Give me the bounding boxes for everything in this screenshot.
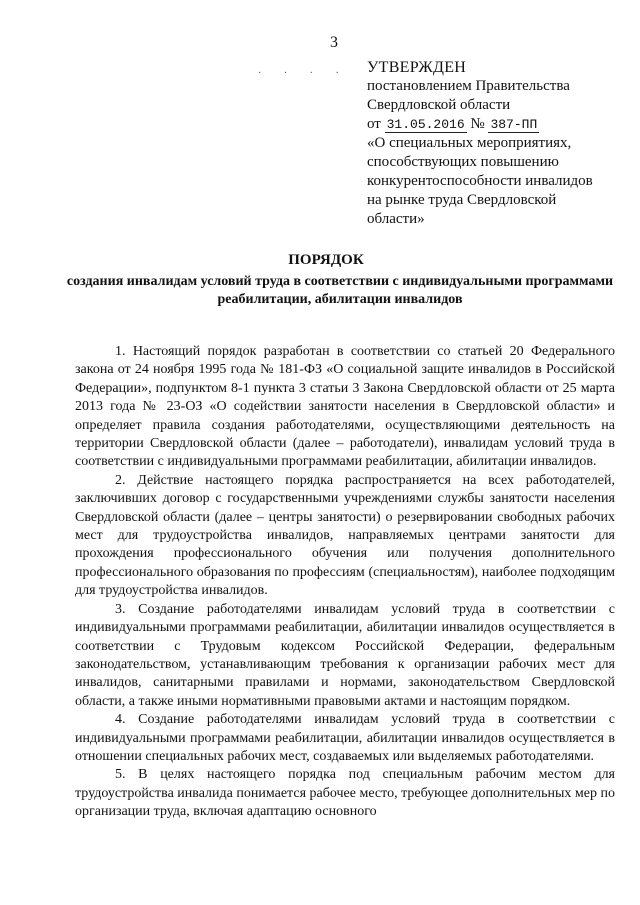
document-subtitle: создания инвалидам условий труда в соответствии с индивидуальными программами реабилитации, абилитации инвалидов — [66, 274, 614, 307]
approval-heading: УТВЕРЖДЕН — [367, 59, 467, 76]
page-number: 3 — [330, 34, 338, 51]
approval-title-line: на рынке труда Свердловской — [367, 192, 557, 208]
paragraph: 5. В целях настоящего порядка под специальным рабочим местом для трудоустройства инвалида понимается рабочее место, требующее дополнительных мер по организации труда, включая адаптацию основного — [75, 767, 615, 820]
paragraph: 2. Действие настоящего порядка распространяется на всех работодателей, заключивших договор с государственными учреждениями службы занятости населения Свердловской области (далее – центры занятости) о резервировании свободных рабочих мест для трудоустройства инвалидов, направляемых центрами занятости для прохождения профессионального обучения или получения дополнительного профессионального образования по профессиям (специальностям), наиболее подходящим для трудоустройства инвалидов. — [75, 472, 615, 599]
paragraph: 4. Создание работодателями инвалидам условий труда в соответствии с индивидуальными программами реабилитации, абилитации инвалидов осуществляется в отношении специальных рабочих мест, создаваемых или выделяемых работодателями. — [75, 712, 615, 764]
document-title: ПОРЯДОК — [288, 252, 364, 268]
approval-line: постановлением Правительства — [367, 78, 570, 94]
paragraph: 1. Настоящий порядок разработан в соответствии со статьей 20 Федерального закона от 24 ноября 1995 года № 181-ФЗ «О социальной защите инвалидов в Российской Федерации», подпунктом 8-1 пункта 3 статьи 3 Закона Свердловской области от 25 марта 2013 года № 23-ОЗ «О содействии занятости населения в Свердловской области» и определяет правила создания работодателями, осуществляющими деятельность на территории Свердловской области (далее – работодатели), инвалидам условий труда в соответствии с индивидуальными программами реабилитации, абилитации инвалидов. — [75, 344, 615, 470]
number-prefix: № — [470, 116, 485, 132]
document-body — [75, 343, 615, 822]
approval-title-line: способствующих повышению — [367, 154, 559, 170]
scan-artifact-dots: · · · · — [258, 68, 349, 79]
date-prefix: от — [367, 116, 381, 132]
approval-block — [367, 58, 627, 229]
approval-title-line: «О специальных мероприятиях, — [367, 135, 572, 151]
approval-title-line: конкурентоспособности инвалидов — [367, 173, 593, 189]
approval-number: 387-ПП — [490, 117, 538, 132]
approval-date-line — [367, 115, 627, 134]
approval-title-line: области» — [367, 211, 425, 227]
approval-line: Свердловской области — [367, 97, 511, 113]
approval-date: 31.05.2016 — [386, 117, 465, 132]
paragraph: 3. Создание работодателями инвалидам условий труда в соответствии с индивидуальными программами реабилитации, абилитации инвалидов осуществляется в соответствии с Трудовым кодексом Российской Федерации, федеральным законодательством, устанавливающим требования к организации рабочих мест для инвалидов, санитарными правилами и нормами, законодательством Свердловской области, а также иными нормативными правовыми актами и настоящим порядком. — [75, 601, 615, 709]
